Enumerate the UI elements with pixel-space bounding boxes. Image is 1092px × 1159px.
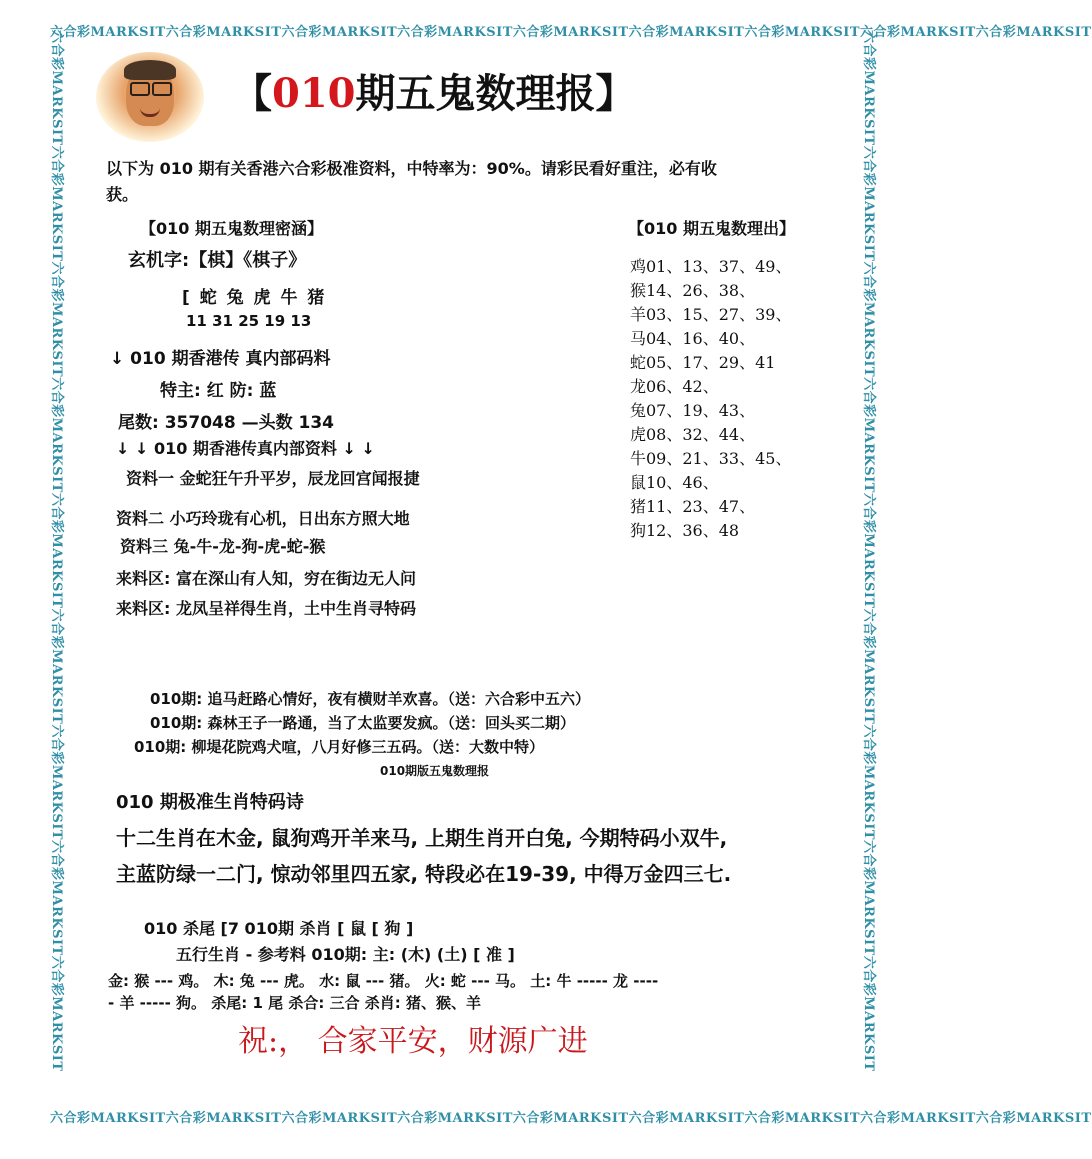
prediction-2: 010期: 森林王子一路通，当了太监要发疯。（送：回头买二期） bbox=[150, 714, 576, 732]
bottom-watermark-border: 六合彩MARKSIT六合彩MARKSIT六合彩MARKSIT六合彩MARKSIT六合彩MARKSIT六合彩MARKSIT六合彩MARKSIT六合彩MARKSIT六合彩MARKSIT bbox=[50, 1111, 1092, 1126]
list-item: 猪11、23、47、 bbox=[630, 497, 756, 516]
elements-line-2: - 羊 ----- 狗。 杀尾: 1 尾 杀合: 三合 杀肖: 猪、猴、羊 bbox=[108, 994, 482, 1012]
caption: 010期版五鬼数理报 bbox=[380, 764, 490, 778]
poem-heading: 010 期极准生肖特码诗 bbox=[116, 792, 304, 813]
list-item: 猴14、26、38、 bbox=[630, 281, 756, 300]
blessing-text: 祝:， 合家平安，财源广进 bbox=[238, 1024, 588, 1059]
weishu-line: 尾数: 357048 —头数 134 bbox=[118, 413, 335, 433]
prediction-3: 010期: 柳堤花院鸡犬喧，八月好修三五码。（送：大数中特） bbox=[134, 738, 545, 756]
list-item: 兔07、19、43、 bbox=[630, 401, 756, 420]
list-item: 鼠10、46、 bbox=[630, 473, 719, 492]
intro-line-1: 以下为 010 期有关香港六合彩极准资料，中特率为：90%。请彩民看好重注，必有收 bbox=[106, 159, 717, 178]
right-watermark-border: 六合彩MARKSIT六合彩MARKSIT六合彩MARKSIT六合彩MARKSIT六合彩MARKSIT六合彩MARKSIT六合彩MARKSIT六合彩MARKSIT六合彩MARKSIT bbox=[861, 30, 876, 1072]
avatar bbox=[96, 52, 204, 142]
tezhu-line: 特主: 红 防: 蓝 bbox=[160, 381, 277, 401]
list-item: 鸡01、13、37、49、 bbox=[630, 257, 792, 276]
ziliao-1: 资料一 金蛇狂午升平岁，辰龙回宫闻报捷 bbox=[126, 469, 420, 488]
xuanji-line: 玄机字:【棋】《棋子》 bbox=[128, 250, 307, 271]
hk-fax-heading-2: ↓ ↓ 010 期香港传真内部资料 ↓ ↓ bbox=[116, 439, 375, 458]
ziliao-2: 资料二 小巧玲珑有心机，日出东方照大地 bbox=[116, 509, 410, 528]
left-heading: 【010 期五鬼数理密涵】 bbox=[140, 219, 323, 238]
kill-tail-line: 010 杀尾 [7 010期 杀肖 [ 鼠 [ 狗 ] bbox=[144, 919, 414, 938]
list-item: 牛09、21、33、45、 bbox=[630, 449, 792, 468]
poem-line-2: 主蓝防绿一二门, 惊动邻里四五家, 特段必在19-39, 中得万金四三七. bbox=[116, 862, 732, 886]
intro-line-2: 获。 bbox=[106, 185, 139, 204]
prediction-1: 010期: 追马赶路心情好，夜有横财羊欢喜。（送：六合彩中五六） bbox=[150, 690, 591, 708]
right-heading: 【010 期五鬼数理出】 bbox=[628, 219, 795, 238]
list-item: 马04、16、40、 bbox=[630, 329, 756, 348]
list-item: 羊03、15、27、39、 bbox=[630, 305, 792, 324]
top-watermark-border: 六合彩MARKSIT六合彩MARKSIT六合彩MARKSIT六合彩MARKSIT六合彩MARKSIT六合彩MARKSIT六合彩MARKSIT六合彩MARKSIT六合彩MARKSIT bbox=[50, 25, 1092, 40]
list-item: 狗12、36、48 bbox=[630, 521, 740, 540]
left-watermark-border: 六合彩MARKSIT六合彩MARKSIT六合彩MARKSIT六合彩MARKSIT六合彩MARKSIT六合彩MARKSIT六合彩MARKSIT六合彩MARKSIT六合彩MARKSIT bbox=[49, 30, 64, 1072]
list-item: 虎08、32、44、 bbox=[630, 425, 756, 444]
laiyuan-2: 来料区: 龙凤呈祥得生肖，土中生肖寻特码 bbox=[116, 599, 416, 618]
laiyuan-1: 来料区: 富在深山有人知，穷在街边无人问 bbox=[116, 569, 416, 588]
list-item: 龙06、42、 bbox=[630, 377, 719, 396]
list-item: 蛇05、17、29、41 bbox=[630, 353, 776, 372]
zodiac-line: [ 蛇 兔 虎 牛 猪 bbox=[182, 288, 327, 308]
ziliao-3: 资料三 兔-牛-龙-狗-虎-蛇-猴 bbox=[120, 537, 326, 556]
poem-line-1: 十二生肖在木金, 鼠狗鸡开羊来马, 上期生肖开白兔, 今期特码小双牛, bbox=[116, 826, 728, 850]
wuxing-line: 五行生肖 - 参考料 010期: 主: (木) (土) [ 准 ] bbox=[176, 945, 515, 964]
page-title: 【010期五鬼数理报】 bbox=[232, 70, 636, 117]
numbers-line: 11 31 25 19 13 bbox=[186, 312, 312, 330]
elements-line-1: 金: 猴 --- 鸡。 木: 兔 --- 虎。 水: 鼠 --- 猪。 火: 蛇 --- 马。 土: 牛 ----- 龙 ---- bbox=[108, 972, 659, 990]
hk-fax-heading: ↓ 010 期香港传 真内部码料 bbox=[110, 349, 331, 369]
